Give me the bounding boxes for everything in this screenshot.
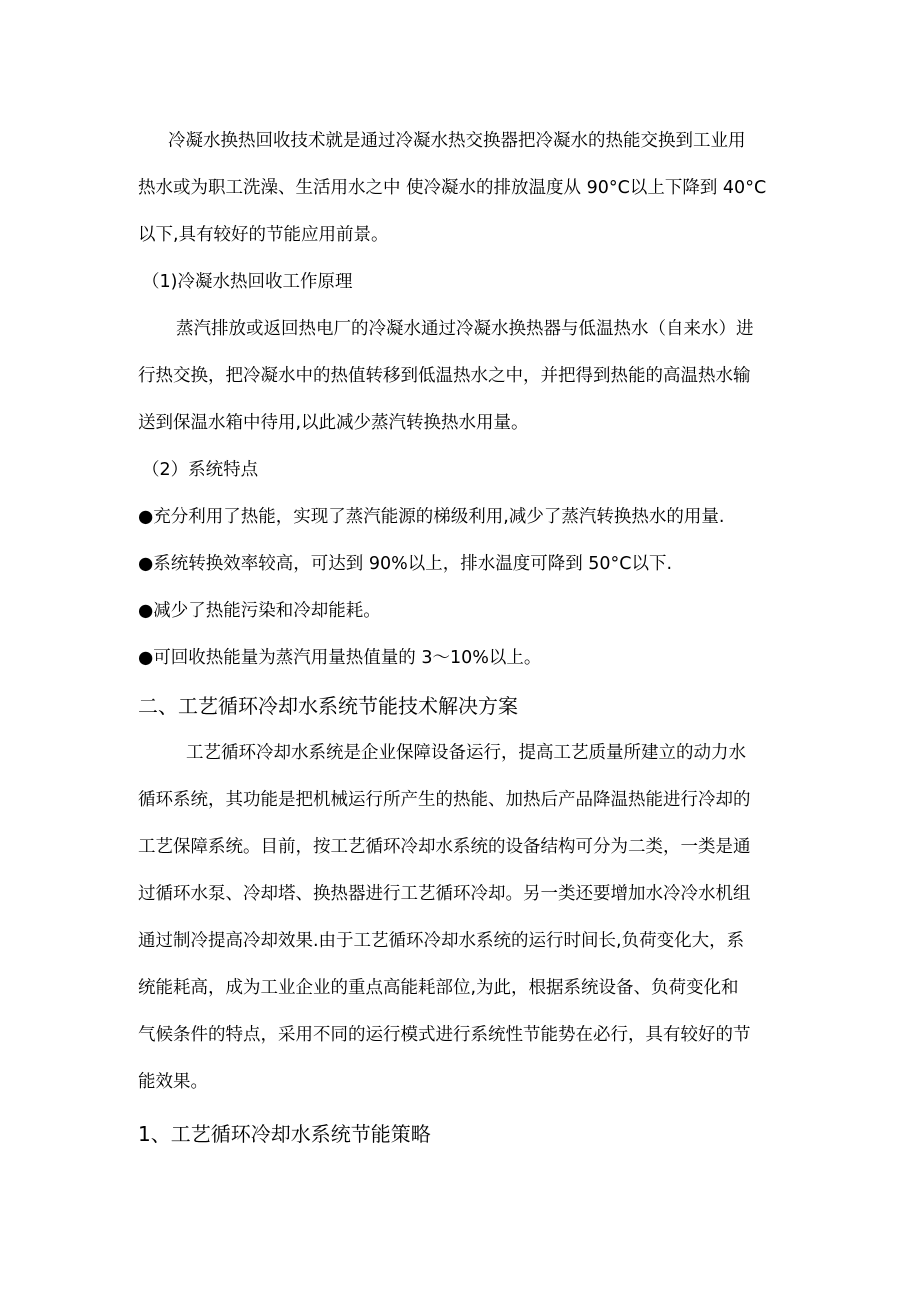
bullet-item: ●系统转换效率较高，可达到 90%以上，排水温度可降到 50°C以下.: [138, 554, 673, 574]
subheading-system-features: （2）系统特点: [142, 460, 259, 480]
text-line: 热水或为职工洗澡、生活用水之中 使冷凝水的排放温度从 90°C以上下降到 40°C: [138, 178, 767, 198]
paragraph-working-principle: [138, 306, 780, 447]
text-line: 以下,具有较好的节能应用前景。: [138, 225, 389, 245]
text-line: 循环系统，其功能是把机械运行所产生的热能、加热后产品降温热能进行冷却的: [138, 790, 751, 810]
text-line: 行热交换，把冷凝水中的热值转移到低温热水之中，并把得到热能的高温热水输: [138, 366, 751, 386]
bullet-item: ●减少了热能污染和冷却能耗。: [138, 601, 381, 621]
text-line: 通过制冷提高冷却效果.由于工艺循环冷却水系统的运行时间长,负荷变化大，系: [138, 931, 745, 951]
text-line: 工艺保障系统。目前，按工艺循环冷却水系统的设备结构可分为二类，一类是通: [138, 837, 751, 857]
text-line: 能效果。: [138, 1072, 208, 1092]
section-heading-cooling-water: 二、工艺循环冷却水系统节能技术解决方案: [138, 694, 518, 718]
bullet-list-features: [138, 494, 780, 682]
text-line: 过循环水泵、冷却塔、换热器进行工艺循环冷却。另一类还要增加水冷冷水机组: [138, 884, 751, 904]
text-line: 冷凝水换热回收技术就是通过冷凝水热交换器把冷凝水的热能交换到工业用: [168, 131, 746, 151]
text-line: 工艺循环冷却水系统是企业保障设备运行，提高工艺质量所建立的动力水: [186, 743, 746, 763]
bullet-item: ●可回收热能量为蒸汽用量热值量的 3～10%以上。: [138, 648, 542, 668]
paragraph-cooling-water-system: [138, 730, 780, 1106]
text-line: 统能耗高，成为工业企业的重点高能耗部位,为此，根据系统设备、负荷变化和: [138, 978, 739, 998]
text-line: 送到保温水箱中待用,以此减少蒸汽转换热水用量。: [138, 413, 529, 433]
subheading-working-principle: （1)冷凝水热回收工作原理: [142, 272, 353, 292]
paragraph-condensate-recovery: [138, 118, 780, 259]
bullet-item: ●充分利用了热能，实现了蒸汽能源的梯级利用,减少了蒸汽转换热水的用量.: [138, 507, 725, 527]
text-line: 气候条件的特点，采用不同的运行模式进行系统性节能势在必行，具有较好的节: [138, 1025, 751, 1045]
section-heading-energy-strategy: 1、工艺循环冷却水系统节能策略: [138, 1122, 431, 1146]
document-body: [138, 118, 780, 1162]
text-line: 蒸汽排放或返回热电厂的冷凝水通过冷凝水换热器与低温热水（自来水）进: [176, 319, 754, 339]
